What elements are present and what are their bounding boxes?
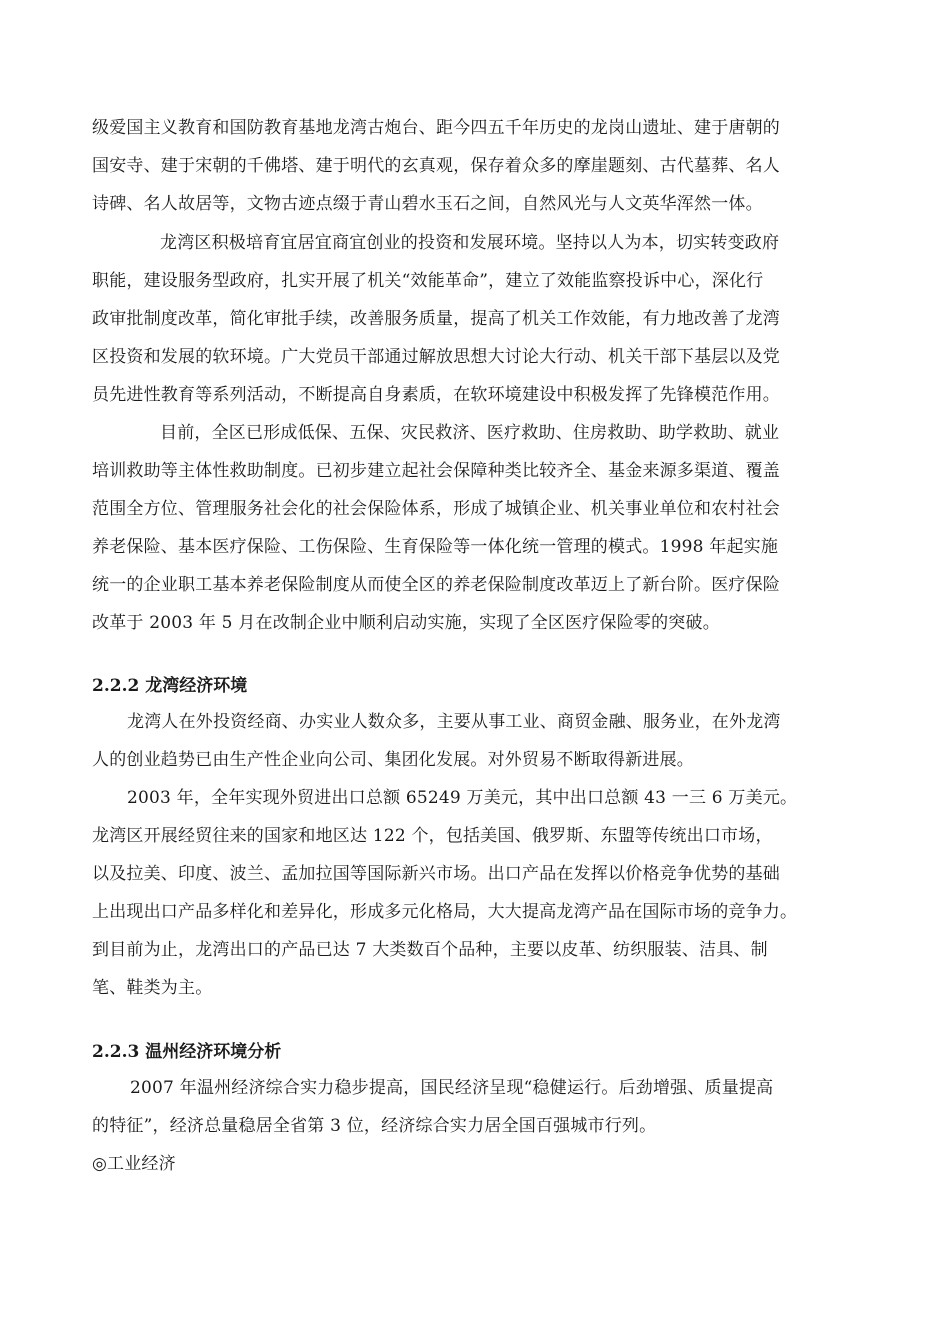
text-line: 龙湾区积极培育宜居宜商宜创业的投资和发展环境。坚持以人为本，切实转变政府 bbox=[160, 233, 780, 253]
text-line: 目前，全区已形成低保、五保、灾民救济、医疗救助、住房救助、助学救助、就业 bbox=[160, 423, 780, 443]
text-line: 笔、鞋类为主。 bbox=[92, 978, 213, 998]
text-line: 区投资和发展的软环境。广大党员干部通过解放思想大讨论大行动、机关干部下基层以及党 bbox=[92, 347, 780, 367]
text-line: 龙湾区开展经贸往来的国家和地区达 122 个，包括美国、俄罗斯、东盟等传统出口市场， bbox=[92, 826, 773, 846]
text-line: 到目前为止，龙湾出口的产品已达 7 大类数百个品种，主要以皮革、纺织服装、洁具、制 bbox=[92, 940, 768, 960]
text-line: 2003 年，全年实现外贸进出口总额 65249 万美元，其中出口总额 43 一三 6 万美元。 bbox=[127, 788, 798, 808]
text-line: 改革于 2003 年 5 月在改制企业中顺利启动实施，实现了全区医疗保险零的突破。 bbox=[92, 613, 720, 633]
text-line: 以及拉美、印度、波兰、孟加拉国等国际新兴市场。出口产品在发挥以价格竞争优势的基础 bbox=[92, 864, 780, 884]
text-line: 的特征”，经济总量稳居全省第 3 位，经济综合实力居全国百强城市行列。 bbox=[92, 1116, 657, 1136]
text-line: 2007 年温州经济综合实力稳步提高，国民经济呈现“稳健运行。后劲增强、质量提高 bbox=[130, 1078, 774, 1098]
text-line: 龙湾人在外投资经商、办实业人数众多，主要从事工业、商贸金融、服务业，在外龙湾 bbox=[127, 712, 781, 732]
text-line: 员先进性教育等系列活动，不断提高自身素质，在软环境建设中积极发挥了先锋模范作用。 bbox=[92, 385, 780, 405]
text-line: 职能，建设服务型政府，扎实开展了机关“效能革命”，建立了效能监察投诉中心，深化行 bbox=[92, 271, 764, 291]
text-line: 范围全方位、管理服务社会化的社会保险体系，形成了城镇企业、机关事业单位和农村社会 bbox=[92, 499, 780, 519]
text-line: 养老保险、基本医疗保险、工伤保险、生育保险等一体化统一管理的模式。1998 年起实施 bbox=[92, 537, 779, 557]
text-line: 上出现出口产品多样化和差异化，形成多元化格局，大大提高龙湾产品在国际市场的竞争力。 bbox=[92, 902, 798, 922]
text-line: 政审批制度改革，简化审批手续，改善服务质量，提高了机关工作效能，有力地改善了龙湾 bbox=[92, 309, 780, 329]
text-line: 人的创业趋势已由生产性企业向公司、集团化发展。对外贸易不断取得新进展。 bbox=[92, 750, 694, 770]
text-line: 统一的企业职工基本养老保险制度从而使全区的养老保险制度改革迈上了新台阶。医疗保险 bbox=[92, 575, 780, 595]
text-line: 培训救助等主体性救助制度。已初步建立起社会保障种类比较齐全、基金来源多渠道、覆盖 bbox=[92, 461, 780, 481]
section-heading: 2.2.2 龙湾经济环境 bbox=[92, 676, 248, 696]
bullet-item: ◎工业经济 bbox=[92, 1154, 176, 1174]
section-heading: 2.2.3 温州经济环境分析 bbox=[92, 1042, 282, 1062]
text-line: 诗碑、名人故居等，文物古迹点缀于青山碧水玉石之间，自然风光与人文英华浑然一体。 bbox=[92, 194, 763, 214]
text-line: 国安寺、建于宋朝的千佛塔、建于明代的玄真观，保存着众多的摩崖题刻、古代墓葬、名人 bbox=[92, 156, 780, 176]
text-line: 级爱国主义教育和国防教育基地龙湾古炮台、距今四五千年历史的龙岗山遗址、建于唐朝的 bbox=[92, 118, 780, 138]
